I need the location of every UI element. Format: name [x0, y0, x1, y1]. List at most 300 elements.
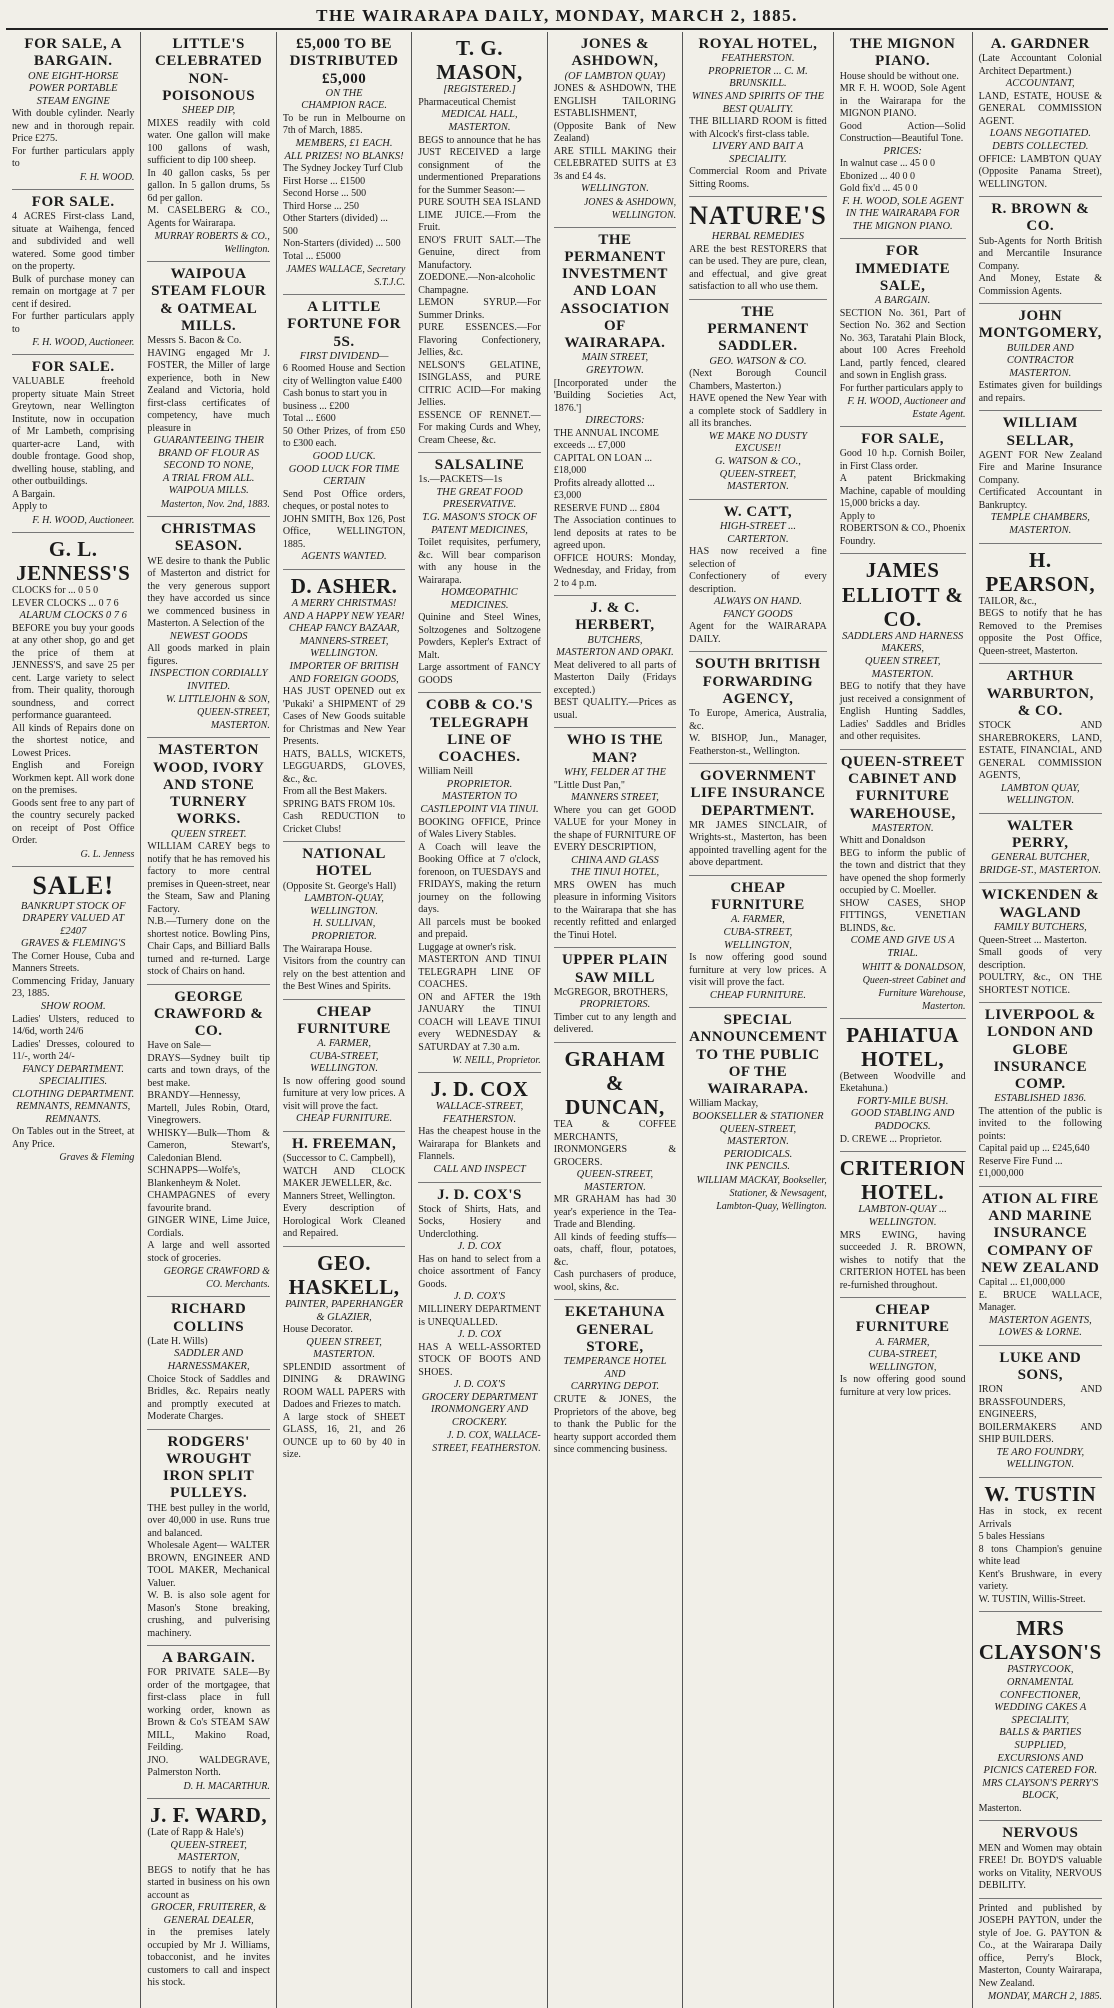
advertisement-text: LEMON SYRUP.—For Summer Drinks. [418, 297, 541, 321]
advertisement-text: Agent for the WAIRARAPA DAILY. [689, 621, 827, 645]
advertisement [418, 32, 540, 453]
advertisement-heading: ARTHUR WARBURTON, & CO. [986, 668, 1094, 719]
advertisement-text: Good Action—Solid Construction—Beautiful Tone. [839, 120, 966, 144]
advertisement-text: (Late H. Wills) [147, 1335, 208, 1347]
advertisement-text: Queen-Street ... Masterton. [978, 934, 1087, 946]
advertisement-text: The Association continues to lend deposits at rates to be agreed upon. [553, 515, 677, 552]
advertisement [554, 228, 676, 597]
advertisement-heading: A LITTLE FORTUNE FOR 5S. [287, 299, 401, 350]
advertisement-text: Certificated Accountant in Bankruptcy. [978, 487, 1102, 511]
advertisement [979, 1187, 1102, 1346]
advertisement-heading: THE PERMANENT SADDLER. [707, 303, 809, 355]
advertisement-text: CAPITAL ON LOAN ... £18,000 [553, 452, 652, 477]
advertisement [979, 1346, 1102, 1478]
advertisement-text: Second Horse ... 500 [282, 188, 367, 200]
advertisement-text: GOOD LUCK FOR TIME CERTAIN [288, 463, 400, 488]
advertisement-text: QUEEN-STREET, MASTERTON. [719, 1123, 797, 1148]
advertisement-text: All goods marked in plain figures. [147, 643, 270, 667]
advertisement-signature: Graves & Fleming [59, 1152, 135, 1164]
advertisement-text: A TRIAL FROM ALL. [162, 472, 255, 484]
advertisement-text: Good 10 h.p. Cornish Boiler, in First Class order. [839, 448, 966, 472]
advertisement-text: (Successor to C. Campbell), [282, 1153, 396, 1165]
advertisement-text: TE ARO FOUNDRY, WELLINGTON. [996, 1446, 1085, 1471]
advertisement-text: LAMBTON QUAY, WELLINGTON. [1000, 782, 1080, 807]
advertisement-text: OFFICE: LAMBTON QUAY (Opposite Panama Street), WELLINGTON. [978, 153, 1102, 190]
advertisement-text: MEDICAL HALL, MASTERTON. [441, 109, 518, 133]
advertisement-heading: FOR SALE, A BARGAIN. [24, 36, 123, 70]
advertisement-heading: J. D. COX [430, 1077, 529, 1102]
advertisement-text: Has in stock, ex recent Arrivals [978, 1506, 1102, 1530]
advertisement-text: BOOKSELLER & STATIONER [692, 1110, 824, 1122]
advertisement-text: (Next Borough Council Chambers, Masterton.) [689, 368, 827, 392]
advertisement-text: in the premises lately occupied by Mr J. Williams, tobacconist, and he invites customers to call and inspect his stock. [147, 1927, 270, 1989]
advertisement-text: Has the cheapest house in the Wairarapa for Blankets and Flannels. [418, 1126, 541, 1163]
advertisement-text: REMNANTS, REMNANTS, REMNANTS. [16, 1101, 131, 1125]
advertisement-text: AGENT FOR New Zealand Fire and Marine Insurance Company. [978, 449, 1102, 486]
advertisement [283, 295, 405, 570]
advertisement-signature: JAMES WALLACE, Secretary S.T.J.C. [286, 264, 406, 289]
advertisement [12, 533, 134, 867]
advertisement-text: WELLINGTON. [581, 183, 649, 195]
advertisement-text: MASTERTON. [1009, 367, 1072, 379]
advertisement-signature: J. D. COX, WALLACE-STREET, FEATHERSTON. [432, 1430, 541, 1455]
advertisement-heading: RICHARD COLLINS [171, 1301, 247, 1335]
advertisement-text: A. FARMER, [317, 1038, 371, 1050]
advertisement-text: Apply to [12, 501, 48, 513]
advertisement-signature: F. H. WOOD, Auctioneer. [32, 337, 135, 349]
advertisement-text: TAILOR, &c., [978, 595, 1037, 607]
advertisement-text: MEMBERS, £1 EACH. [295, 137, 393, 149]
advertisement-text: House should be without one. [839, 70, 959, 82]
advertisement-text: (Late Accountant Colonial Architect Department.) [978, 53, 1102, 77]
advertisement-heading: WHO IS THE MAN? [566, 732, 664, 766]
advertisement-text: Confectionery of every description. [689, 571, 827, 595]
advertisement-signature: Masterton, Nov. 2nd, 1883. [160, 499, 270, 511]
advertisement-text: IMPORTER OF BRITISH AND FOREIGN GOODS, [289, 660, 399, 685]
advertisement-heading: CHEAP FURNITURE [711, 879, 805, 914]
advertisement [12, 867, 134, 1170]
advertisement-text: IRONMONGERY AND CROCKERY. [430, 1404, 529, 1428]
advertisement-text: WINES AND SPIRITS OF THE BEST QUALITY. [691, 91, 825, 115]
advertisement [979, 1899, 1102, 2008]
advertisement-text: Goods sent free to any part of the country securely packed on receipt of Post Office Order. [12, 797, 135, 847]
advertisement-text: CUBA-STREET, WELLINGTON. [309, 1050, 379, 1075]
advertisement-heading: MASTERTON WOOD, IVORY AND STONE TURNERY WORKS. [152, 742, 265, 828]
advertisement-text: BEFORE you buy your goods at any other shop, go and get the price of them at JENNESS'S, and save 25 per cent. Large variety to select from. Their quality, thorough soundness, and correct performance guaranteed. [12, 622, 135, 722]
advertisement-text: PURE ESSENCES.—For Flavoring Confectionery, Jellies, &c. [418, 322, 541, 359]
advertisement-heading: FOR SALE, [861, 431, 945, 448]
advertisement-text: (Opposite St. George's Hall) [282, 880, 397, 892]
advertisement-text: Non-Starters (divided) ... 500 [282, 238, 401, 250]
advertisement [147, 1799, 269, 1995]
advertisement-text: CHEAP FANCY BAZAAR, [288, 623, 400, 635]
advertisement-text: TEMPLE CHAMBERS, MASTERTON. [990, 512, 1090, 536]
column-5 [548, 32, 683, 2008]
advertisement-heading: QUEEN-STREET CABINET AND FURNITURE WAREHOUSE, [840, 753, 965, 822]
advertisement-text: GUARANTEEING THEIR BRAND OF FLOUR AS [153, 435, 264, 459]
advertisement-text: THE BILLIARD ROOM is fitted with Alcock's first-class table. [689, 116, 827, 140]
advertisement-text: Gold fix'd ... 45 0 0 [839, 183, 918, 195]
advertisement-text: ZOEDONE.—Non-alcoholic Champagne. [418, 272, 536, 296]
advertisement-heading: GEO. HASKELL, [288, 1250, 400, 1299]
advertisement-heading: SALE! [32, 870, 114, 900]
advertisement-text: Third Horse ... 250 [282, 200, 359, 212]
advertisement-text: To be run in Melbourne on 7th of March, 1885. [282, 112, 406, 137]
advertisement-text: McGREGOR, BROTHERS, [553, 986, 668, 998]
advertisement [689, 500, 827, 653]
newspaper-title: THE WAIRARAPA DAILY, MONDAY, MARCH 2, 1885. [316, 6, 798, 25]
advertisement [283, 570, 405, 842]
advertisement-text: CUBA-STREET, WELLINGTON, [723, 926, 793, 951]
advertisement [418, 1183, 540, 1461]
advertisement-text: Ladies' Dresses, coloured to 11/-, worth 24/- [12, 1038, 135, 1063]
advertisement-text: SHEEP DIP, [182, 105, 236, 116]
advertisement-text: BEGS to notify that he has started in business on his own account as [147, 1864, 270, 1901]
advertisement-heading: JONES & ASHDOWN, [571, 36, 659, 70]
advertisement-text: THE MIGNON PIANO. [852, 220, 953, 232]
advertisement-signature: F. H. WOOD, Auctioneer and Estate Agent. [847, 396, 966, 421]
advertisement-text: From all the Best Makers. [282, 786, 388, 798]
advertisement-text: A. FARMER, [731, 914, 785, 926]
advertisement-heading: GRAHAM & DUNCAN, [564, 1046, 666, 1120]
advertisement [979, 1003, 1102, 1187]
advertisement-text: 8 tons Champion's genuine white lead [978, 1543, 1102, 1568]
advertisement [147, 738, 269, 984]
advertisement-text: Ebonized ... 40 0 0 [839, 170, 915, 182]
advertisement-text: BALLS & PARTIES SUPPLIED, [999, 1727, 1082, 1751]
advertisement [979, 1478, 1102, 1612]
advertisement [979, 304, 1102, 411]
advertisement-text: In walnut case ... 45 0 0 [839, 158, 935, 170]
advertisement-heading: FOR SALE. [31, 359, 115, 376]
advertisement-heading: W. TUSTIN [984, 1481, 1097, 1506]
advertisement-text: FANCY GOODS [723, 608, 793, 620]
advertisement-text: QUEEN STREET. [170, 828, 247, 840]
advertisement-text: GOOD STABLING AND PADDOCKS. [850, 1108, 955, 1133]
advertisement [979, 544, 1102, 665]
advertisement-text: AND [604, 1368, 626, 1380]
advertisement-text: QUEEN STREET, MASTERTON. [306, 1336, 382, 1361]
advertisement [979, 197, 1102, 304]
advertisement [979, 1612, 1102, 1821]
advertisement-heading: J. & C. HERBERT, [575, 600, 655, 634]
advertisement-text: J. D. COX [457, 1329, 502, 1341]
advertisement-text: Quinine and Steel Wines, Soltzogenes and Soltzogene Powders, Kepler's Extract of Malt. [418, 612, 541, 661]
advertisement [147, 1430, 269, 1647]
advertisement-text: H. SULLIVAN, PROPRIETOR. [311, 918, 377, 942]
advertisement-text: MAIN STREET, GREYTOWN. [581, 352, 649, 377]
advertisement-heading: RODGERS' WROUGHT IRON SPLIT PULLEYS. [163, 1433, 255, 1502]
advertisement-text: W. TUSTIN, Willis-Street. [978, 1593, 1086, 1605]
advertisement [689, 764, 827, 876]
advertisement-heading: GOVERNMENT LIFE INSURANCE DEPARTMENT. [690, 768, 826, 819]
column-7 [834, 32, 973, 2008]
advertisement [840, 239, 966, 427]
advertisement-text: THE GREAT FOOD PRESERVATIVE. [436, 486, 523, 511]
advertisement-text: A Bargain. [12, 488, 56, 500]
advertisement-text: CHEAP FURNITURE. [709, 989, 806, 1001]
advertisement-heading: W. CATT, [723, 503, 793, 520]
advertisement-text: Other Starters (divided) ... 500 [282, 213, 388, 237]
advertisement-text: GROCER, FRUITERER, & GENERAL DEALER, [150, 1902, 267, 1926]
advertisement-text: BRANDY—Hennessy, Martell, Jules Robin, Otard, Vinegrowers. [147, 1090, 270, 1127]
advertisement-text: A MERRY CHRISTMAS! AND A HAPPY NEW YEAR! [283, 597, 405, 622]
advertisement-text: Meat delivered to all parts of Masterton Daily (Fridays excepted.) [553, 659, 677, 696]
advertisement [979, 883, 1102, 1003]
advertisement-text: CUBA-STREET, WELLINGTON, [868, 1349, 938, 1373]
advertisement-text: ARE STILL MAKING their CELEBRATED SUITS at £3 3s and £4 4s. [553, 145, 677, 182]
advertisement-text: DIRECTORS: [585, 415, 645, 427]
advertisement-signature: WHITT & DONALDSON, Queen-street Cabinet and Furniture Warehouse, Masterton. [861, 961, 966, 1012]
advertisement-text: MANNERS STREET, [570, 792, 659, 803]
advertisement-text: ESTABLISHED 1836. [994, 1093, 1087, 1105]
advertisement-text: MIXES readily with cold water. One gallon will make 100 gallons of wash, sufficient to dip 100 sheep. [147, 117, 270, 167]
column-grid [6, 32, 1108, 2003]
advertisement [147, 32, 269, 262]
advertisement-text: CARRYING DEPOT. [570, 1381, 660, 1393]
advertisement [283, 1000, 405, 1132]
advertisement-text: HAS now received a fine selection of [689, 546, 827, 570]
advertisement-text: All kinds of feeding stuffs—oats, chaff, flour, potatoes, &c. [553, 1231, 677, 1268]
advertisement-text: ALWAYS ON HAND. [714, 596, 802, 608]
advertisement-text: Wholesale Agent— WALTER BROWN, ENGINEER AND TOOL MAKER, Mechanical Valuer. [147, 1540, 270, 1589]
advertisement-text: GROCERY DEPARTMENT [421, 1391, 538, 1403]
column-2 [141, 32, 276, 2008]
advertisement [147, 985, 269, 1298]
advertisement-text: Masterton. [978, 1802, 1022, 1814]
advertisement-text: JONES & ASHDOWN, THE ENGLISH TAILORING ESTABLISHMENT, (Opposite Bank of New Zealand) [553, 83, 677, 145]
advertisement-heading: EKETAHUNA GENERAL STORE, [564, 1304, 665, 1355]
advertisement-text: LIVERY AND BAIT A SPECIALITY. [712, 141, 804, 165]
advertisement-text: OFFICE HOURS: Monday, Wednesday, and Friday, from 2 to 4 p.m. [553, 552, 677, 589]
advertisement-text: ALARUM CLOCKS 0 7 6 [19, 610, 127, 622]
advertisement [689, 32, 827, 197]
advertisement-text: Small goods of very description. [978, 947, 1102, 971]
advertisement-text: BEGS to announce that he has JUST RECEIVED a large consignment of the undermentioned Preparations for the Summer Season:— [418, 134, 541, 196]
advertisement-heading: CHEAP FURNITURE [297, 1003, 391, 1037]
advertisement [979, 814, 1102, 884]
advertisement-heading: D. ASHER. [290, 573, 398, 598]
advertisement-text: Is now offering good sound furniture at very low prices. [839, 1374, 966, 1398]
advertisement [283, 1247, 405, 1467]
advertisement-text: ENO'S FRUIT SALT.—The Genuine, direct from Manufactory. [418, 234, 541, 271]
advertisement-text: PRICES: [883, 145, 922, 157]
advertisement-text: SPLENDID assortment of DINING & DRAWING ROOM WALL PAPERS with Dadoes and Friezes to match. [282, 1361, 406, 1411]
advertisement-text: CHINA AND GLASS [571, 854, 659, 866]
advertisement-text: Kent's Brushware, in every variety. [978, 1568, 1102, 1593]
advertisement-text: QUEEN STREET, MASTERTON. [864, 656, 941, 680]
advertisement [840, 427, 966, 554]
advertisement-heading: £5,000 TO BE DISTRIBUTED £5,000 [289, 36, 399, 87]
advertisement-text: G. WATSON & CO., [715, 455, 801, 467]
advertisement-text: The attention of the public is invited to the following points: [978, 1105, 1102, 1142]
advertisement-heading: SOUTH BRITISH FORWARDING AGENCY, [695, 656, 821, 707]
advertisement-text: "Little Dust Pan," [553, 779, 625, 791]
advertisement-text: Toilet requisites, perfumery, &c. Will bear comparison with any house in the Wairarapa. [418, 537, 541, 586]
advertisement-text: ACCOUNTANT, [1005, 78, 1075, 90]
advertisement-text: Apply to [839, 510, 875, 522]
advertisement-text: First Horse ... £1500 [282, 175, 366, 187]
advertisement-text: THE ANNUAL INCOME exceeds ... £7,000 [553, 427, 659, 452]
advertisement-text: MR JAMES SINCLAIR, of Wrights-st., Masterton, has been appointed travelling agent for the above department. [689, 819, 827, 869]
advertisement-heading: H. PEARSON, [985, 547, 1096, 596]
advertisement-text: MASTERTON AND TINUI TELEGRAPH LINE OF COACHES. [418, 954, 541, 991]
advertisement-text: ON and AFTER the 19th JANUARY the TINUI COACH will LEAVE TINUI every WEDNESDAY & SATURDAY at 7.30 a.m. [418, 991, 541, 1053]
advertisement [147, 1297, 269, 1429]
advertisement-heading: LIVERPOOL & LONDON AND GLOBE INSURANCE COMP. [984, 1007, 1096, 1092]
advertisement-text: J. D. COX'S [453, 1379, 506, 1391]
advertisement-text: CHAMPION RACE. [301, 100, 387, 112]
advertisement-text: ESSENCE OF RENNET.—For making Curds and Whey, Cream Cheese, &c. [418, 409, 541, 446]
advertisement-text: HATS, BALLS, WICKETS, LEGGUARDS, GLOVES, &c., &c. [282, 748, 406, 785]
advertisement-text: FOR PRIVATE SALE—By order of the mortgagee, that first-class place in full working order, known as Brown & Co's STEAM SAW MILL, Makino Road, Feilding. [147, 1667, 270, 1754]
advertisement-text: BEST QUALITY.—Prices as usual. [553, 697, 677, 721]
advertisement-text: QUEEN-STREET, MASTERTON. [576, 1169, 654, 1193]
advertisement-text: THE TINUI HOTEL, [570, 867, 660, 879]
advertisement [979, 1821, 1102, 1898]
advertisement-heading: J. F. WARD, [150, 1802, 268, 1827]
advertisement-text: SADDLER AND HARNESSMAKER, [167, 1348, 250, 1373]
advertisement-heading: WICKENDEN & WAGLAND [981, 887, 1100, 921]
advertisement-text: The Corner House, Cuba and Manners Streets. [12, 950, 135, 975]
advertisement-signature: JONES & ASHDOWN, WELLINGTON. [583, 196, 677, 221]
advertisement [147, 262, 269, 517]
advertisement-text: A Coach will leave the Booking Office at 7 o'clock, forenoon, on TUESDAYS and FRIDAYS, making the return journey on the following days. [418, 841, 541, 916]
advertisement-text: MRS OWEN has much pleasure in informing Visitors to the Wairarapa that she has recently refitted and enlarged the Tinui Hotel. [553, 879, 677, 941]
advertisement-text: GRAVES & FLEMING'S [21, 938, 126, 950]
advertisement-text: William Neill [418, 766, 474, 778]
advertisement [979, 411, 1102, 543]
advertisement-text: (Between Woodville and Eketahuna.) [839, 1070, 966, 1095]
advertisement [840, 750, 966, 1019]
advertisement-text: Pharmaceutical Chemist [418, 96, 516, 108]
advertisement-text: MEN and Women may obtain FREE! Dr. BOYD'S valuable works on Vitality, NERVOUS DEBILITY. [978, 1842, 1102, 1892]
advertisement-text: INSPECTION CORDIALLY INVITED. [149, 668, 268, 692]
advertisement-signature: D. H. MACARTHUR. [183, 1780, 270, 1792]
column-8 [973, 32, 1108, 2008]
advertisement [840, 1019, 966, 1153]
advertisement-text: (OF LAMBTON QUAY) [564, 70, 666, 82]
advertisement-text: Timber cut to any length and delivered. [553, 1011, 677, 1036]
advertisement-signature: GEORGE CRAWFORD & CO. Merchants. [163, 1266, 270, 1291]
advertisement [689, 300, 827, 500]
advertisement-text: Large assortment of FANCY GOODS [418, 662, 541, 686]
advertisement-heading: G. L. JENNESS'S [16, 536, 131, 585]
advertisement-signature: F. H. WOOD. [79, 171, 135, 183]
advertisement-text: LAND, ESTATE, HOUSE & GENERAL COMMISSION AGENT. [978, 90, 1102, 127]
advertisement-heading: T. G. MASON, [436, 36, 523, 85]
advertisement-text: Commercial Room and Private Sitting Rooms. [689, 166, 827, 190]
column-6 [683, 32, 834, 2008]
advertisement [554, 728, 676, 948]
advertisement [418, 1073, 540, 1182]
advertisement-text: PURE SOUTH SEA ISLAND LIME JUICE.—From the Fruit. [418, 197, 541, 234]
advertisement-heading: H. FREEMAN, [291, 1135, 397, 1152]
advertisement-heading: SALSALINE [434, 457, 525, 474]
advertisement-text: 50 Other Prizes, of from £50 to £300 each. [282, 425, 406, 450]
advertisement-heading: COBB & CO.'S TELEGRAPH LINE OF COACHES. [425, 697, 534, 766]
advertisement-text: ON THE [325, 87, 363, 99]
advertisement [147, 517, 269, 738]
advertisement-signature: W. NEILL, Proprietor. [452, 1055, 541, 1067]
advertisement-text: INK PENCILS. [725, 1161, 791, 1173]
advertisement [554, 948, 676, 1043]
advertisement-text: LAMBTON-QUAY, WELLINGTON. [304, 893, 384, 917]
advertisement-text: ONE EIGHT-HORSE POWER PORTABLE [27, 70, 119, 95]
advertisement-text: W. BISHOP, Jun., Manager, Featherston-st., Wellington. [689, 733, 827, 757]
advertisement-text: CRUTE & JONES, the Proprietors of the above, beg to thank the Public for the hearty support accorded them since commencing business. [553, 1394, 677, 1456]
advertisement-text: FEATHERSTON. [721, 53, 795, 65]
advertisement-text: E. BRUCE WALLACE, Manager. [978, 1289, 1102, 1314]
advertisement-text: Have on Sale— [147, 1040, 211, 1052]
advertisement-heading: R. BROWN & CO. [991, 201, 1090, 235]
advertisement-text: For further particulars apply to [12, 311, 135, 335]
advertisement-text: PERIODICALS. [723, 1148, 793, 1160]
advertisement-text: SHOW ROOM. [40, 1000, 106, 1012]
advertisement-text: CHAMPAGNES of every favourite brand. [147, 1190, 270, 1214]
advertisement-text: Messrs S. Bacon & Co. [147, 335, 242, 347]
advertisement-text: FAMILY BUTCHERS, [993, 921, 1087, 933]
advertisement-text: MASTERTON TO CASTLEPOINT VIA TINUI. [420, 791, 539, 816]
advertisement-heading: ROYAL HOTEL, [698, 36, 818, 52]
advertisement-heading: ATION AL FIRE AND MARINE INSURANCE COMPANY OF NEW ZEALAND [981, 1190, 1100, 1276]
advertisement [689, 1008, 827, 1218]
advertisement-text: NELSON'S GELATINE, ISINGLASS, and PURE CITRIC ACID—For making Jellies. [418, 359, 541, 409]
advertisement-text: SECOND TO NONE, [163, 460, 254, 472]
advertisement-text: Total ... £5000 [282, 250, 341, 262]
advertisement-text: J. D. COX [457, 1241, 502, 1253]
advertisement-text: A patent Brickmaking Machine, capable of moulding 15,000 bricks a day. [839, 473, 966, 510]
advertisement-text: T.G. MASON'S STOCK OF PATENT MEDICINES, [422, 512, 537, 536]
advertisement-text: All kinds of Repairs done on the shortest notice, and Lowest Prices. [12, 722, 135, 759]
advertisement-text: PASTRYCOOK, ORNAMENTAL CONFECTIONER, [999, 1664, 1081, 1701]
advertisement-text: [Incorporated under the 'Building Societies Act, 1876.'] [553, 377, 677, 414]
advertisement-text: Reserve Fire Fund ... £1,000,000 [978, 1155, 1063, 1180]
advertisement [418, 693, 540, 1073]
advertisement [283, 32, 405, 295]
advertisement-text: LAMBTON-QUAY ... WELLINGTON. [858, 1204, 947, 1228]
advertisement-text: Where you can get GOOD VALUE for your Money in the shape of FURNITURE OF EVERY DESCRIPTION, [553, 804, 677, 854]
advertisement-text: WEDDING CAKES A SPECIALITY, [994, 1702, 1087, 1726]
advertisement [840, 1298, 966, 1404]
advertisement-text: GEO. WATSON & CO. [709, 355, 807, 367]
advertisement-text: Has on hand to select from a choice assortment of Fancy Goods. [418, 1253, 541, 1290]
advertisement-text: FANCY DEPARTMENT. [22, 1063, 124, 1075]
advertisement-text: HOMŒOPATHIC MEDICINES. [441, 587, 518, 611]
advertisement-signature: WILLIAM MACKAY, Bookseller, Stationer, & Newsagent, Lambton-Quay, Wellington. [696, 1174, 827, 1212]
advertisement-text: AGENTS WANTED. [301, 551, 387, 563]
advertisement-text: All parcels must be booked and prepaid. [418, 916, 541, 941]
advertisement-text: BEG to inform the public of the town and district that they have opened the shop formerly occupied by C. Moeller. [839, 847, 966, 897]
advertisement-heading: NERVOUS [1002, 1825, 1079, 1842]
advertisement-heading: FOR IMMEDIATE SALE, [855, 243, 951, 294]
advertisement-text: House Decorator. [282, 1324, 353, 1336]
advertisement-text: J. D. COX'S [453, 1291, 506, 1303]
advertisement-text: ARE the best RESTORERS that can be used. They are pure, clean, and effectual, and give great satisfaction to all who use them. [689, 243, 827, 293]
advertisement-text: A BARGAIN. [875, 295, 931, 307]
advertisement-text: WILLIAM CAREY begs to notify that he has removed his factory to more central premises in Queen-street, near the Steam, Saw and Planing Factory. [147, 841, 270, 915]
advertisement-text: MR GRAHAM has had 30 year's experience in the Tea-Trade and Blending. [553, 1194, 677, 1231]
advertisement-text: MRS EWING, having succeeded J. R. BROWN, wishes to notify that the CRITERION HOTEL has been re-furnished throughout. [839, 1229, 966, 1291]
advertisement-text: Visitors from the country can rely on the best attention and the Best Wines and Spirits. [282, 956, 406, 993]
advertisement-heading: NATURE'S [689, 201, 827, 231]
advertisement-text: QUEEN-STREET, MASTERTON, [170, 1839, 247, 1864]
advertisement-text: Stock of Shirts, Hats, and Socks, Hosiery and Underclothing. [418, 1203, 541, 1240]
advertisement-heading: THE PERMANENT INVESTMENT AND LOAN ASSOCIATION OF WAIRARAPA. [560, 231, 670, 352]
advertisement-text: WE MAKE NO DUSTY EXCUSE!! [708, 430, 808, 455]
advertisement-heading: THE MIGNON PIANO. [849, 36, 956, 70]
advertisement-text: PROPRIETORS. [579, 999, 651, 1011]
